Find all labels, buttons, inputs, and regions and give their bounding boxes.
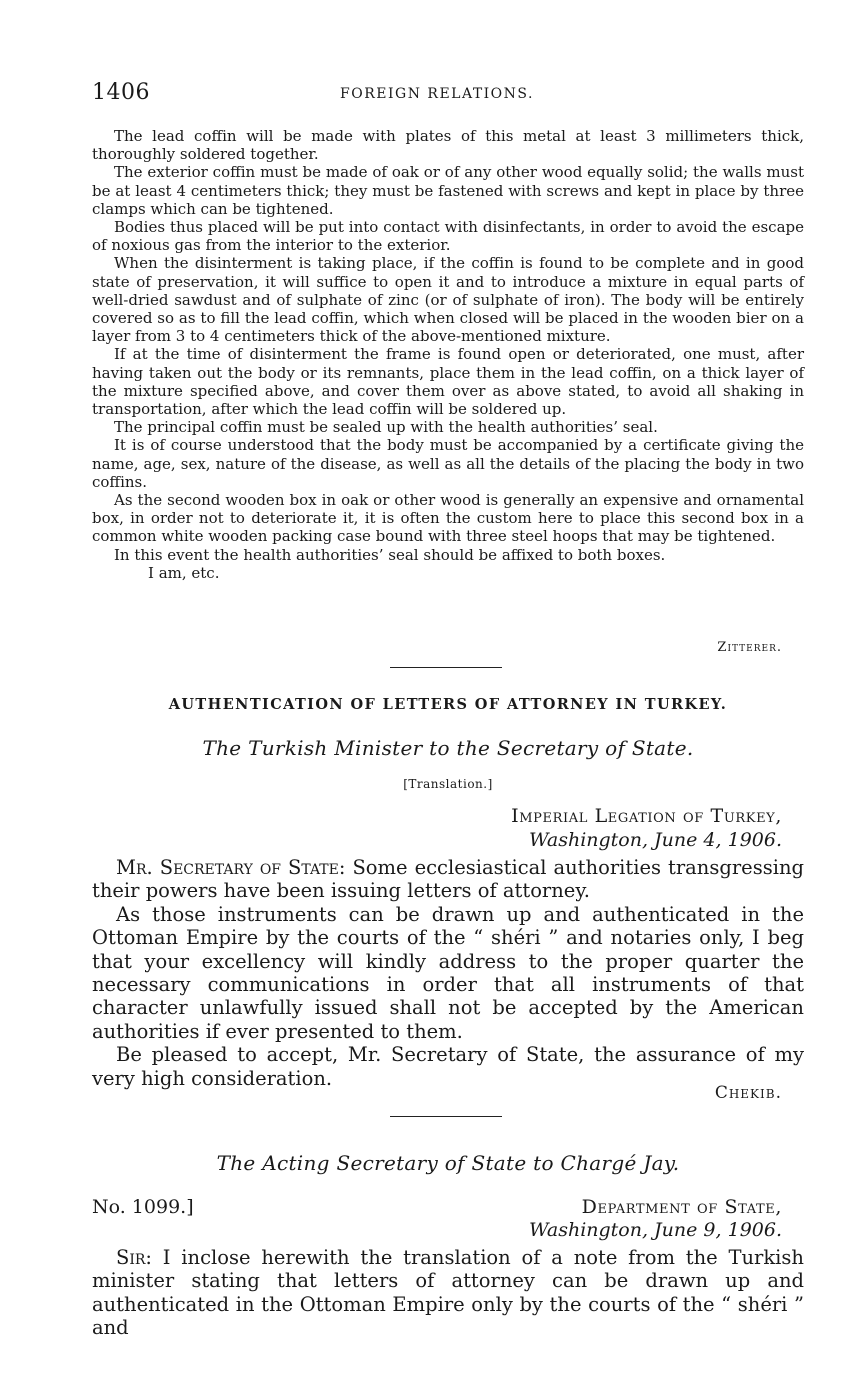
signature: Chekib. <box>714 1083 782 1103</box>
paragraph: In this event the health authorities’ seal should be affixed to both boxes. <box>114 545 666 564</box>
document-number: No. 1099.] <box>92 1196 194 1218</box>
running-head: FOREIGN RELATIONS. <box>340 86 534 102</box>
section-title: AUTHENTICATION OF LETTERS OF ATTORNEY IN TURKEY. <box>168 696 728 713</box>
paragraph: Be pleased to accept, Mr. Secretary of State, the assurance of my very high consideration. <box>92 1043 804 1090</box>
sender-address: Department of State, <box>581 1196 782 1218</box>
page-number: 1406 <box>92 80 150 105</box>
paragraph-text: I inclose herewith the translation of a note from the Turkish minister stating that letters of attorney can be drawn up and authenticated in the Ottoman Empire only by the courts of the “ shéri ” and <box>92 1246 804 1340</box>
document-title: The Turkish Minister to the Secretary of State. <box>202 736 694 760</box>
closing-line: I am, etc. <box>148 563 220 582</box>
paragraph: The exterior coffin must be made of oak or of any other wood equally solid; the walls must be at least 4 centimeters thick; they must be fastened with screws and kept in place by three clamps which can be tightened. <box>92 163 804 218</box>
letter-body <box>92 1246 804 1340</box>
divider-rule <box>390 667 502 668</box>
salutation: Sir: <box>116 1246 152 1269</box>
divider-rule <box>390 1116 502 1117</box>
paragraph: The lead coffin will be made with plates of this metal at least 3 millimeters thick, thoroughly soldered together. <box>92 127 804 164</box>
translation-note: [Translation.] <box>403 777 493 791</box>
paragraph: As the second wooden box in oak or other wood is generally an expensive and ornamental box, in order not to deteriorate it, it is often the custom here to place this second box in a common white wooden packing case bound with three steel hoops that may be tightened. <box>92 491 804 546</box>
paragraph: It is of course understood that the body must be accompanied by a certificate giving the name, age, sex, nature of the disease, as well as all the details of the placing the body in two coffins. <box>92 436 804 491</box>
signature: Zitterer. <box>717 640 782 655</box>
paragraph: Bodies thus placed will be put into contact with disinfectants, in order to avoid the escape of noxious gas from the interior to the exterior. <box>92 218 804 255</box>
page-header <box>92 80 782 110</box>
document-title: The Acting Secretary of State to Chargé Jay. <box>216 1151 680 1175</box>
paragraph: The principal coffin must be sealed up with the health authorities’ seal. <box>114 418 658 437</box>
sender-address: Imperial Legation of Turkey, <box>511 805 782 827</box>
paragraph <box>92 1246 804 1340</box>
letter-body <box>92 856 804 1090</box>
paragraph: As those instruments can be drawn up and authenticated in the Ottoman Empire by the courts of the “ shéri ” and notaries only, I beg that your excellency will kindly address to the proper quarter the necessary communications in order that all instruments of that character unlawfully issued shall not be accepted by the American authorities if ever presented to them. <box>92 902 804 1043</box>
salutation: Mr. Secretary of State: <box>116 856 346 879</box>
paragraph-text: Some ecclesiastical authorities transgressing their powers have been issuing letters of attorney. <box>92 856 804 903</box>
paragraph <box>92 856 804 903</box>
dateline: Washington, June 9, 1906. <box>529 1219 782 1241</box>
letter-body <box>92 127 804 582</box>
paragraph: If at the time of disinterment the frame is found open or deteriorated, one must, after having taken out the body or its remnants, place them in the lead coffin, on a thick layer of the mixture specified above, and cover them over as above stated, to avoid all shaking in transportation, after which the lead coffin will be soldered up. <box>92 345 804 419</box>
dateline: Washington, June 4, 1906. <box>529 829 782 851</box>
paragraph: When the disinterment is taking place, if the coffin is found to be complete and in good state of preservation, it will suffice to open it and to introduce a mixture in equal parts of well-dried sawdust and of sulphate of zinc (or of sulphate of iron). The body will be entirely covered so as to fill the lead coffin, which when closed will be placed in the wooden bier on a layer from 3 to 4 centimeters thick of the above-mentioned mixture. <box>92 254 804 346</box>
